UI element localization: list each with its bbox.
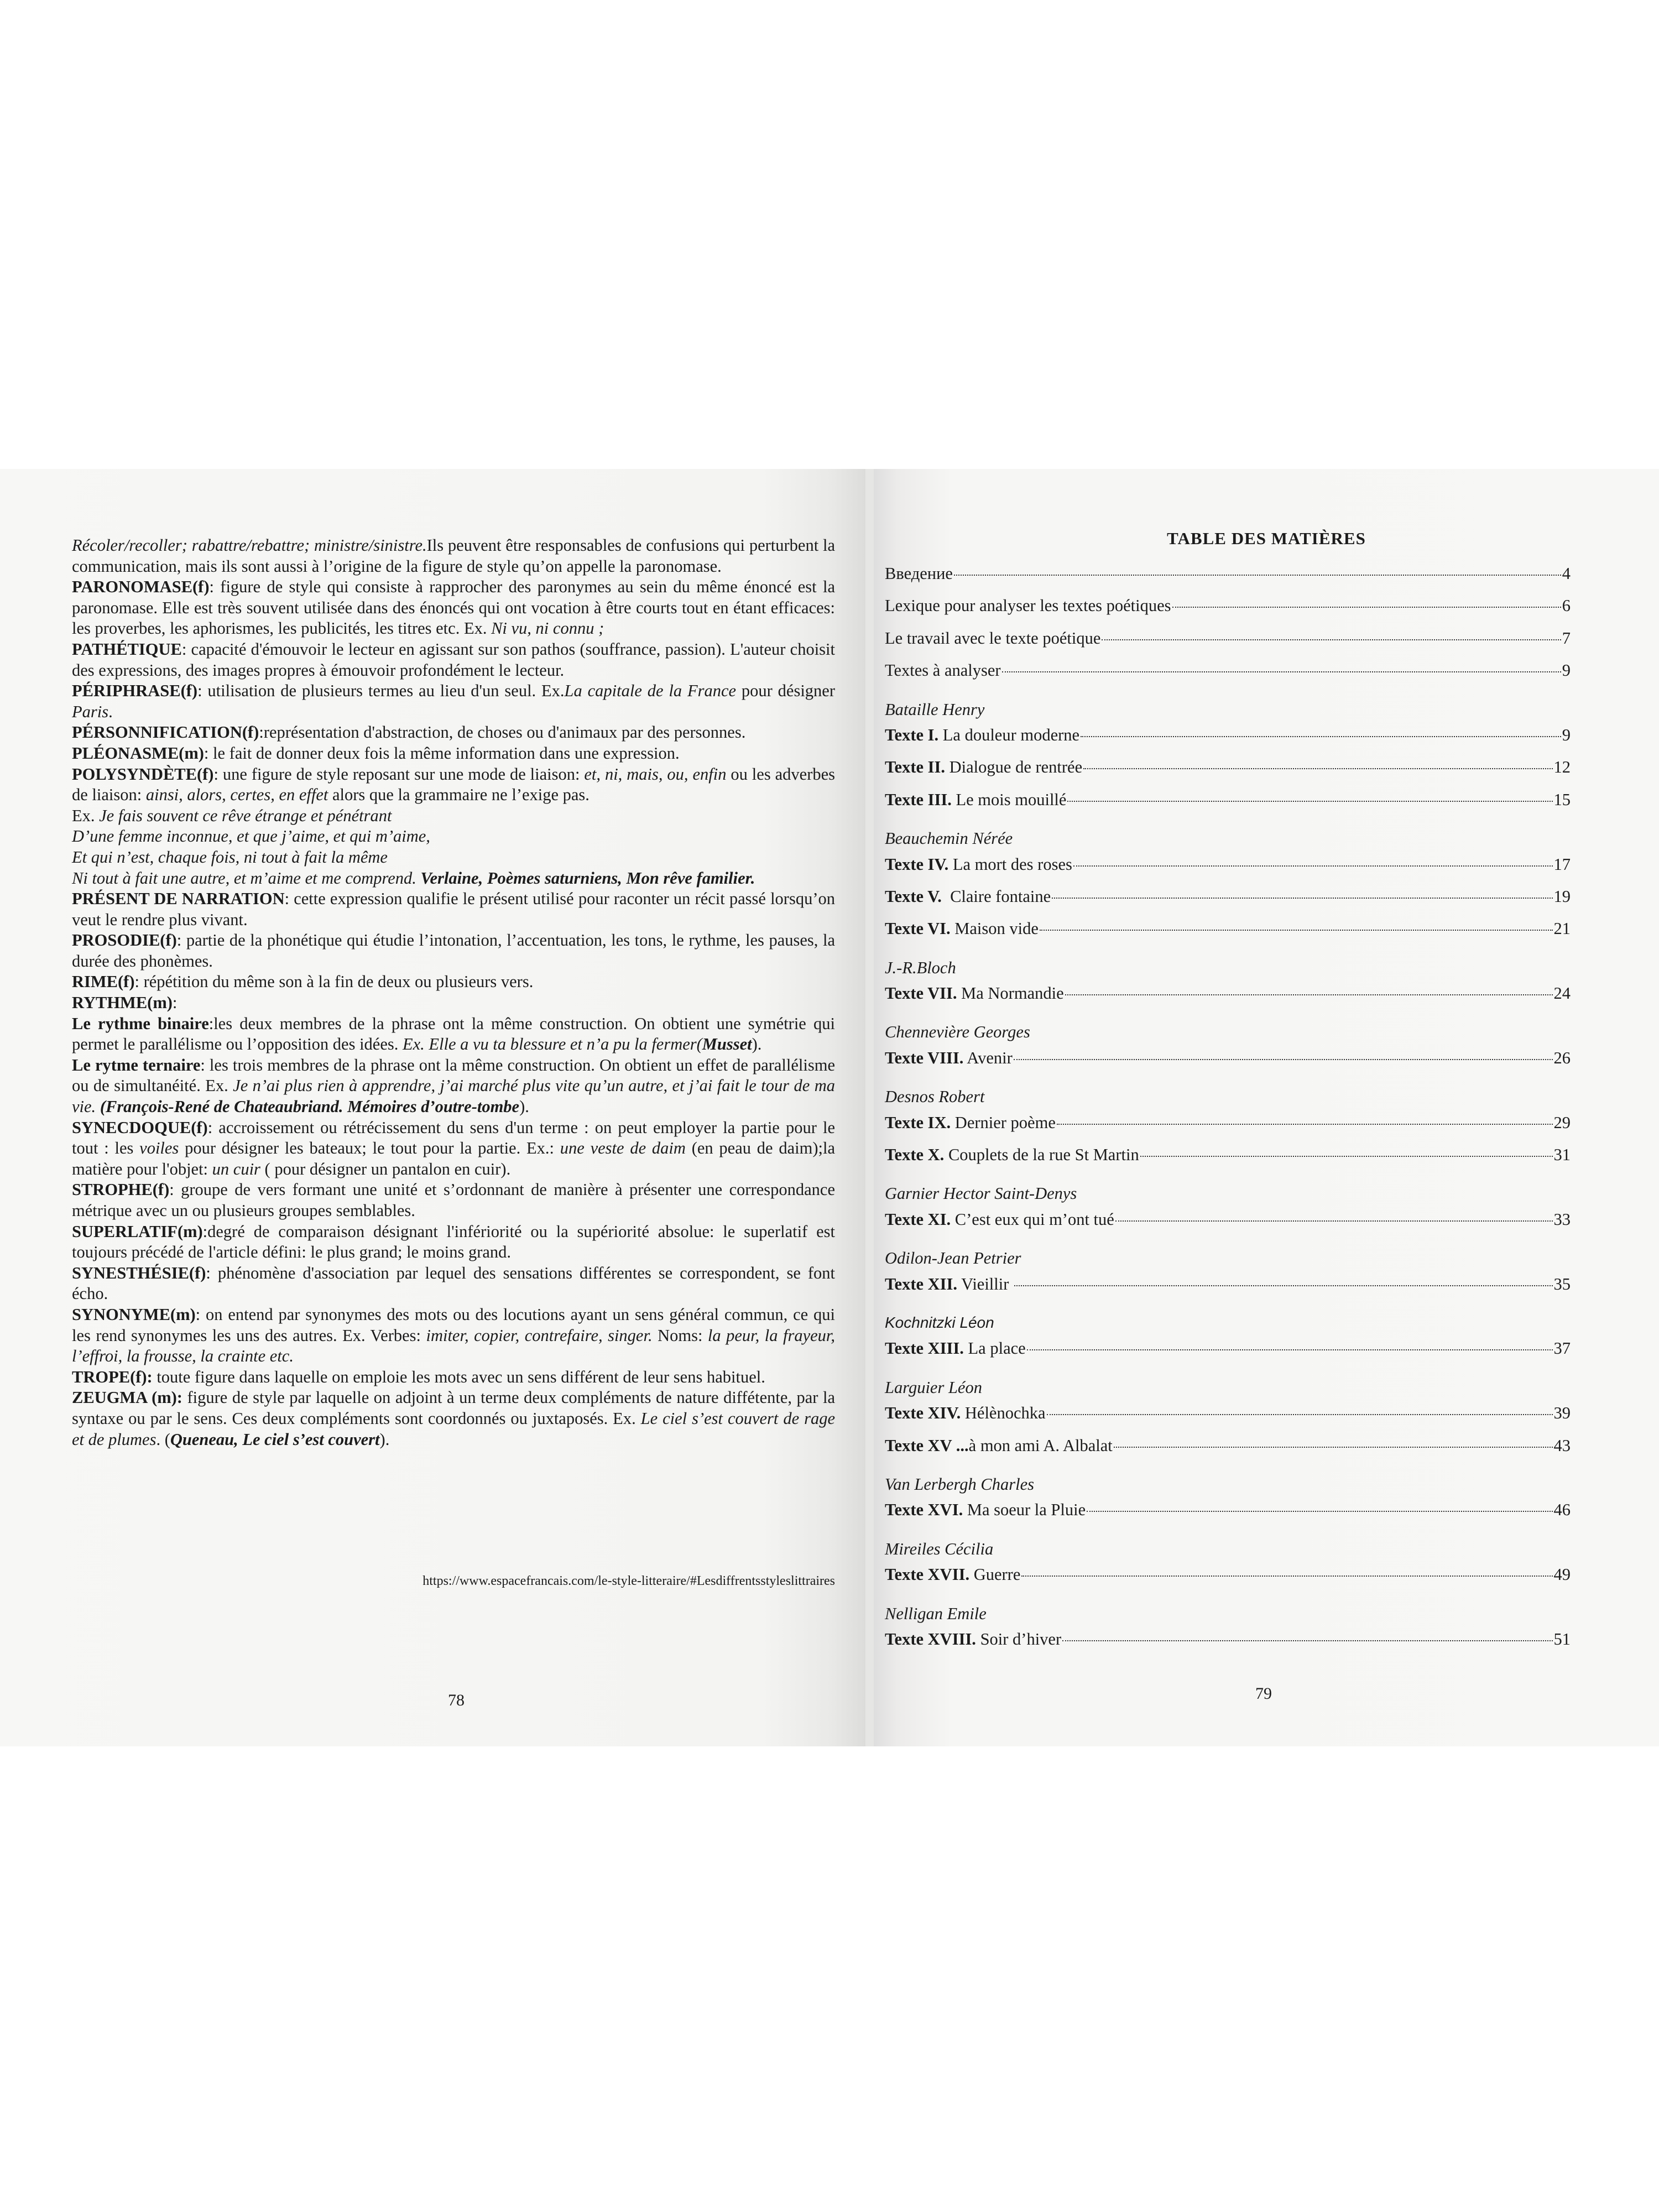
toc-leader-dots — [1073, 865, 1553, 867]
glossary-text-run: Musset — [702, 1035, 752, 1054]
toc-author: Beauchemin Nérée — [885, 829, 1013, 848]
glossary-paragraph — [72, 972, 835, 993]
toc-entry-title: Le mois mouillé — [951, 790, 1067, 809]
glossary-text-run: Ni vu, ni connu ; — [491, 619, 604, 638]
toc-entry-label — [885, 1565, 1020, 1584]
glossary-term: Le rytme ternaire — [72, 1055, 201, 1074]
toc-entry-title: Dernier poème — [951, 1113, 1056, 1132]
toc-entry-number: Texte XVI. — [885, 1500, 963, 1520]
toc-author: J.-R.Bloch — [885, 958, 956, 977]
glossary-term: PROSODIE(f) — [72, 931, 177, 950]
toc-page-number: 49 — [1553, 1565, 1571, 1584]
glossary-text-run: : — [172, 993, 178, 1013]
toc-leader-dots — [1081, 736, 1561, 737]
toc-entry — [885, 790, 1571, 822]
glossary-paragraph — [72, 1118, 835, 1180]
toc-entry-label — [885, 596, 1171, 615]
glossary-text-run: Ni tout à fait une autre, et m’aime et me comprend. — [72, 868, 421, 888]
toc-entry-number: Texte IX. — [885, 1113, 951, 1132]
toc-entry-number: Texte IV. — [885, 854, 949, 874]
glossary-text-run: Ex. Elle a vu ta blessure et n’a pu la fermer( — [402, 1035, 702, 1054]
toc-entry-title: Soir d’hiver — [975, 1629, 1062, 1648]
glossary-paragraph — [72, 1055, 835, 1118]
glossary-term: PÉRSONNIFICATION(f) — [72, 723, 259, 742]
glossary-paragraph — [72, 847, 835, 868]
toc-entry-number: Texte XVII. — [885, 1565, 970, 1584]
toc-entry-label — [885, 1630, 1061, 1649]
glossary-text-run: :les deux membres de la phrase ont la même construction. On obtient une symétrie qui permet le parallélisme ou l’opposition des idées. — [72, 1014, 835, 1054]
toc-leader-dots — [1027, 1349, 1553, 1350]
glossary-text-run: alors que la grammaire ne l’exige pas. — [328, 785, 589, 805]
glossary-text-run: :degré de comparaison désignant l'infériorité ou la supériorité absolue: le superlatif est toujours précédé de l'article défini: le plus grand; le moins grand. — [72, 1222, 835, 1262]
glossary-text-run: pour désigner les bateaux; le tout pour la partie. Ex.: — [179, 1139, 560, 1158]
toc-author: Larguier Léon — [885, 1378, 982, 1397]
toc-entry-title: Maison vide — [950, 919, 1039, 938]
toc-leader-dots — [1052, 898, 1552, 899]
toc-leader-dots — [1087, 1511, 1552, 1512]
glossary-text-run: ). — [752, 1035, 762, 1054]
glossary-text-run: : utilisation de plusieurs termes au lieu d'un seul. Ex. — [197, 681, 565, 701]
toc-entry-title: Vieillir — [957, 1274, 1014, 1293]
glossary-paragraph — [72, 639, 835, 681]
toc-leader-dots — [1083, 768, 1552, 769]
toc-leader-dots — [954, 575, 1561, 576]
toc-entry-label — [885, 1404, 1046, 1423]
page-number-left: 78 — [448, 1691, 465, 1709]
glossary-term: RIME(f) — [72, 972, 135, 992]
toc-entry — [885, 1145, 1571, 1177]
toc-author: Garnier Hector Saint-Denys — [885, 1184, 1077, 1203]
toc-page-number: 33 — [1553, 1209, 1571, 1229]
glossary-text-run: un cuir — [212, 1159, 260, 1178]
source-url: https://www.espacefrancais.com/le-style-litteraire/#Lesdiffrentsstyleslittraires — [422, 1574, 835, 1588]
glossary-paragraph — [72, 535, 835, 577]
glossary-text-run: Je n’ai plus rien à apprendre, j’ai marché plus vite qu’un autre, et j’ai fait le tour de ma vie. — [72, 1076, 835, 1117]
glossary-term: PLÉONASME(m) — [72, 743, 204, 763]
toc-entry-label — [885, 1048, 1013, 1068]
toc-entry-title: Hélènochka — [961, 1404, 1046, 1423]
toc-page-number: 9 — [1562, 725, 1571, 744]
glossary-text-run: Paris — [72, 702, 109, 721]
glossary-text-run: et, ni, mais, ou, enfin — [584, 764, 727, 784]
toc-entry-label — [885, 1500, 1086, 1520]
toc-leader-dots — [1014, 1285, 1552, 1286]
glossary-text-run: : groupe de vers formant une unité et s’ordonnant de manière à présenter une correspondance métrique avec un ou plusieurs groupes semblables. — [72, 1180, 835, 1220]
toc-author: Desnos Robert — [885, 1087, 985, 1107]
toc-entry-label — [885, 661, 1001, 680]
glossary-text-run: (en peau de daim);la matière pour l'objet: — [72, 1139, 835, 1178]
glossary-paragraph — [72, 1014, 835, 1055]
glossary-paragraph — [72, 806, 835, 827]
glossary-text-run: Récoler/recoller; rabattre/rebattre; ministre/sinistre. — [72, 536, 427, 555]
glossary-text-run: Je fais souvent ce rêve étrange et pénétrant — [99, 806, 392, 825]
glossary-text-run: : on entend par synonymes des mots ou des locutions ayant un sens général commun, ce qui les rend synonymes les uns des autres. Ex. Verbes: — [72, 1305, 835, 1345]
toc-page-number: 12 — [1553, 758, 1571, 777]
glossary-term: Le rythme binaire — [72, 1014, 209, 1033]
glossary-paragraph — [72, 577, 835, 639]
toc-page-number: 51 — [1553, 1629, 1571, 1648]
toc-entry-number: Texte X. — [885, 1145, 945, 1165]
toc-entry-title: La mort des roses — [948, 854, 1072, 874]
toc-entry — [885, 1210, 1571, 1242]
glossary-paragraph — [72, 930, 835, 972]
toc-leader-dots — [1102, 639, 1561, 640]
glossary-text-run: : partie de la phonétique qui étudie l’intonation, l’accentuation, les tons, le rythme, les pauses, la durée des phonèmes. — [72, 931, 835, 971]
toc-entry-number: Texte III. — [885, 790, 952, 809]
toc-entry-label — [885, 984, 1064, 1003]
glossary-text-run: : phénomène d'association par lequel des sensations différentes se correspondent, se font écho. — [72, 1263, 835, 1303]
toc-page-number: 24 — [1553, 984, 1571, 1003]
toc-leader-dots — [1047, 1414, 1553, 1415]
toc-page-number: 9 — [1562, 661, 1571, 680]
toc-entry-number: Texte VIII. — [885, 1048, 964, 1067]
glossary-text-run: (François-René de Chateaubriand. Mémoires d’outre-tombe — [100, 1097, 520, 1117]
toc-entry — [885, 596, 1571, 628]
toc-leader-dots — [1040, 930, 1553, 931]
toc-leader-dots — [1014, 1059, 1553, 1060]
glossary-text-run: Noms: — [652, 1326, 708, 1345]
glossary-text-run: Queneau, Le ciel s’est couvert — [170, 1430, 380, 1449]
toc-page-number: 4 — [1562, 564, 1571, 583]
glossary-term: POLYSYNDÈTE(f) — [72, 764, 214, 784]
glossary-text-run: : accroissement ou rétrécissement du sens d'un terme : on peut employer la partie pour le tout : les — [72, 1118, 835, 1158]
glossary-paragraph — [72, 743, 835, 764]
toc-entry-number: Texte XII. — [885, 1274, 958, 1293]
toc-author: Nelligan Emile — [885, 1604, 987, 1623]
toc-title: TABLE DES MATIÈRES — [1167, 529, 1366, 548]
toc-entry — [885, 1113, 1571, 1145]
toc-entry-title: à mon ami A. Albalat — [968, 1436, 1113, 1455]
glossary-text-run: : capacité d'émouvoir le lecteur en agissant sur son pathos (souffrance, passion). L'auteur choisit des expressions, des images propres à émouvoir profondément le lecteur. — [72, 639, 835, 680]
toc-leader-dots — [1021, 1575, 1552, 1577]
toc-page-number: 46 — [1553, 1500, 1571, 1520]
toc-entry — [885, 1630, 1571, 1662]
glossary-paragraph — [72, 1222, 835, 1263]
glossary-term: SYNECDOQUE(f) — [72, 1118, 208, 1137]
glossary-text-run: Ex. — [72, 806, 100, 825]
page-number-right: 79 — [1255, 1684, 1272, 1703]
glossary-text-run: figure de style par laquelle on adjoint à un terme deux compléments de nature diffétente, par la syntaxe ou par le sens. Ces deux compléments sont coordonnés ou juxtaposés. Ex. — [72, 1388, 835, 1428]
toc-entry — [885, 1339, 1571, 1371]
toc-entry-number: Texte XV ... — [885, 1436, 969, 1455]
toc-entry-number: Texte XVIII. — [885, 1629, 976, 1648]
toc-entry — [885, 1404, 1571, 1436]
glossary-term: PRÉSENT DE NARRATION — [72, 889, 285, 909]
glossary-paragraph — [72, 1367, 835, 1388]
book-gutter — [865, 469, 874, 1746]
toc-entry-title: La douleur moderne — [938, 725, 1080, 744]
glossary-paragraph — [72, 1263, 835, 1305]
toc-entry-title: Введение — [885, 564, 953, 583]
glossary-term: RYTHME(m) — [72, 993, 173, 1013]
toc-entry-label — [885, 1113, 1056, 1133]
toc-entry-label — [885, 1145, 1139, 1165]
toc-entry — [885, 855, 1571, 887]
glossary-term: SYNONYME(m) — [72, 1305, 196, 1324]
toc-entry-title: Ma Normandie — [957, 984, 1064, 1003]
toc-entry-label — [885, 1436, 1113, 1455]
glossary-text-run: : le fait de donner deux fois la même information dans une expression. — [204, 743, 680, 763]
glossary-text-run: ou les adverbes de liaison: — [72, 764, 836, 805]
toc-entry-title: La place — [963, 1339, 1026, 1358]
toc-entry-number: Texte XI. — [885, 1209, 951, 1229]
glossary-text-run: :représentation d'abstraction, de choses ou d'animaux par des personnes. — [259, 723, 746, 742]
glossary-paragraph — [72, 1305, 835, 1367]
glossary-text-run: pour désigner — [736, 681, 836, 701]
glossary-term: ZEUGMA (m): — [72, 1388, 182, 1407]
toc-entry-title: Lexique pour analyser les textes poétiques — [885, 596, 1171, 615]
glossary-text-run: ). — [519, 1097, 529, 1117]
toc-entry — [885, 1436, 1571, 1468]
toc-page-number: 35 — [1553, 1274, 1571, 1293]
toc-author: Mireiles Cécilia — [885, 1539, 994, 1558]
toc-entry-number: Texte VII. — [885, 984, 957, 1003]
toc-entry-title: Claire fontaine — [941, 886, 1051, 906]
glossary-paragraph — [72, 826, 835, 847]
toc-leader-dots — [1057, 1124, 1553, 1125]
glossary-text-run: une veste de daim — [560, 1139, 686, 1158]
glossary-term: TROPE(f): — [72, 1367, 153, 1386]
glossary-text-run: ). — [379, 1430, 390, 1449]
toc-entry — [885, 758, 1571, 790]
toc-entry-number: Texte XIII. — [885, 1339, 964, 1358]
toc-author: Van Lerbergh Charles — [885, 1474, 1034, 1494]
glossary-text-run: ainsi, alors, certes, en effet — [145, 785, 328, 805]
toc-page-number: 29 — [1553, 1113, 1571, 1132]
toc-page-number: 43 — [1553, 1436, 1571, 1455]
toc-entry-label — [885, 1210, 1114, 1229]
toc-entry — [885, 984, 1571, 1016]
glossary-text-run: : cette expression qualifie le présent utilisé pour raconter un récit passé lorsqu’on veut le rendre plus vivant. — [72, 889, 835, 929]
toc-entry-title: Textes à analyser — [885, 661, 1001, 680]
toc-entry — [885, 1565, 1571, 1597]
toc-entry-number: Texte XIV. — [885, 1404, 961, 1423]
glossary-text-run: : les trois membres de la phrase ont la même construction. On obtient un effet de parallélisme ou de simultanéité. Ex. — [72, 1055, 835, 1095]
toc-entry-title: Couplets de la rue St Martin — [944, 1145, 1139, 1165]
glossary-text-run: : une figure de style reposant sur une mode de liaison: — [213, 764, 585, 784]
toc-entry — [885, 887, 1571, 919]
glossary-paragraph — [72, 868, 835, 889]
toc-entry-label — [885, 629, 1100, 648]
glossary-paragraph — [72, 1180, 835, 1221]
toc-entry — [885, 1048, 1571, 1081]
toc-entry-title: Dialogue de rentrée — [945, 758, 1083, 777]
glossary-text-run: Ils peuvent être responsables de confusions qui perturbent la communication, mais ils sont aussi à l’origine de la figure de style qu’on appelle la paronomase. — [72, 536, 835, 576]
toc-entry — [885, 564, 1571, 596]
glossary-text-run: voiles — [139, 1139, 179, 1158]
toc-leader-dots — [1065, 994, 1553, 995]
toc-entry-title: C’est eux qui m’ont tué — [951, 1209, 1114, 1229]
toc-page-number: 31 — [1553, 1145, 1571, 1165]
glossary-text-run: . — [108, 702, 113, 721]
toc-entry — [885, 1500, 1571, 1532]
glossary-text-run: imiter, copier, contrefaire, singer. — [426, 1326, 653, 1345]
toc-entry-label — [885, 855, 1072, 874]
glossary-term: PARONOMASE(f) — [72, 577, 210, 597]
toc-page-number: 6 — [1562, 596, 1571, 615]
glossary-paragraph — [72, 681, 835, 722]
toc-entry-number: Texte II. — [885, 758, 946, 777]
toc-entry-label — [885, 758, 1082, 777]
toc-leader-dots — [1140, 1156, 1553, 1157]
glossary-text-run: Et qui n’est, chaque fois, ni tout à fait la même — [72, 847, 388, 867]
toc-page-number: 21 — [1553, 919, 1571, 938]
table-of-contents — [885, 564, 1571, 1662]
glossary-term: PATHÉTIQUE — [72, 639, 182, 659]
glossary-text-run: D’une femme inconnue, et que j’aime, et qui m’aime, — [72, 827, 430, 846]
toc-entry-number: Texte I. — [885, 725, 939, 744]
toc-page-number: 17 — [1553, 854, 1571, 874]
glossary-term: STROPHE(f) — [72, 1180, 170, 1199]
glossary-text-run: . ( — [156, 1430, 170, 1449]
glossary-text-run: toute figure dans laquelle on emploie les mots avec un sens différent de leur sens habituel. — [152, 1367, 765, 1386]
toc-page-number: 19 — [1553, 886, 1571, 906]
glossary-paragraph — [72, 722, 835, 743]
glossary-text — [72, 535, 835, 1450]
glossary-text-run: Verlaine, Poèmes saturniens, Mon rêve familier. — [420, 868, 755, 888]
toc-page-number: 26 — [1553, 1048, 1571, 1067]
toc-entry-label — [885, 1339, 1026, 1358]
toc-entry-title: Ma soeur la Pluie — [963, 1500, 1086, 1520]
toc-leader-dots — [1172, 607, 1561, 608]
toc-entry-number: Texte V. — [885, 886, 942, 906]
toc-page-number: 37 — [1553, 1339, 1571, 1358]
toc-entry-label — [885, 1275, 1013, 1294]
toc-entry — [885, 629, 1571, 661]
toc-entry-label — [885, 726, 1079, 745]
book-spread — [0, 469, 1659, 1746]
glossary-paragraph — [72, 889, 835, 930]
toc-entry-label — [885, 790, 1066, 810]
toc-page-number: 7 — [1562, 628, 1571, 648]
toc-entry — [885, 726, 1571, 758]
toc-entry — [885, 1275, 1571, 1307]
toc-author: Kochnitzki Léon — [885, 1313, 994, 1331]
toc-page-number: 15 — [1553, 790, 1571, 809]
glossary-text-run: : répétition du même son à la fin de deux ou plusieurs vers. — [134, 972, 534, 992]
toc-leader-dots — [1062, 1640, 1552, 1641]
glossary-text-run: Le ciel s’est couvert de rage et de plumes — [72, 1408, 835, 1449]
glossary-term: SYNESTHÉSIE(f) — [72, 1263, 206, 1282]
toc-entry-label — [885, 919, 1039, 938]
glossary-text-run: : figure de style qui consiste à rapprocher des paronymes au sein du même énoncé est la paronomase. Elle est très souvent utilisée dans des énoncés qui ont vocation à être courts tout en étant efficaces: les proverbes, les aphorismes, les publicités, les titres etc. Ex. — [72, 577, 835, 638]
toc-entry-label — [885, 887, 1051, 906]
toc-leader-dots — [1114, 1447, 1553, 1448]
glossary-paragraph — [72, 1387, 835, 1450]
glossary-paragraph — [72, 764, 835, 806]
toc-leader-dots — [1067, 801, 1552, 802]
glossary-text-run: La capitale de la France — [564, 681, 737, 701]
toc-leader-dots — [1002, 671, 1561, 672]
toc-entry-title: Le travail avec le texte poétique — [885, 628, 1101, 648]
toc-entry — [885, 661, 1571, 693]
toc-author: Chennevière Georges — [885, 1022, 1030, 1042]
toc-entry-title: Guerre — [969, 1565, 1021, 1584]
glossary-text-run: ( pour désigner un pantalon en cuir). — [260, 1159, 511, 1178]
toc-entry — [885, 919, 1571, 951]
glossary-term: PÉRIPHRASE(f) — [72, 681, 198, 701]
toc-entry-title: Avenir — [963, 1048, 1013, 1067]
glossary-text-run: la peur, la frayeur, l’effroi, la frousse, la crainte etc. — [72, 1326, 836, 1366]
toc-author: Bataille Henry — [885, 700, 985, 719]
glossary-paragraph — [72, 993, 835, 1014]
glossary-term: SUPERLATIF(m) — [72, 1222, 203, 1241]
toc-entry-label — [885, 564, 953, 583]
toc-leader-dots — [1115, 1220, 1553, 1222]
toc-entry-number: Texte VI. — [885, 919, 951, 938]
toc-author: Odilon-Jean Petrier — [885, 1249, 1021, 1268]
toc-page-number: 39 — [1553, 1404, 1571, 1423]
